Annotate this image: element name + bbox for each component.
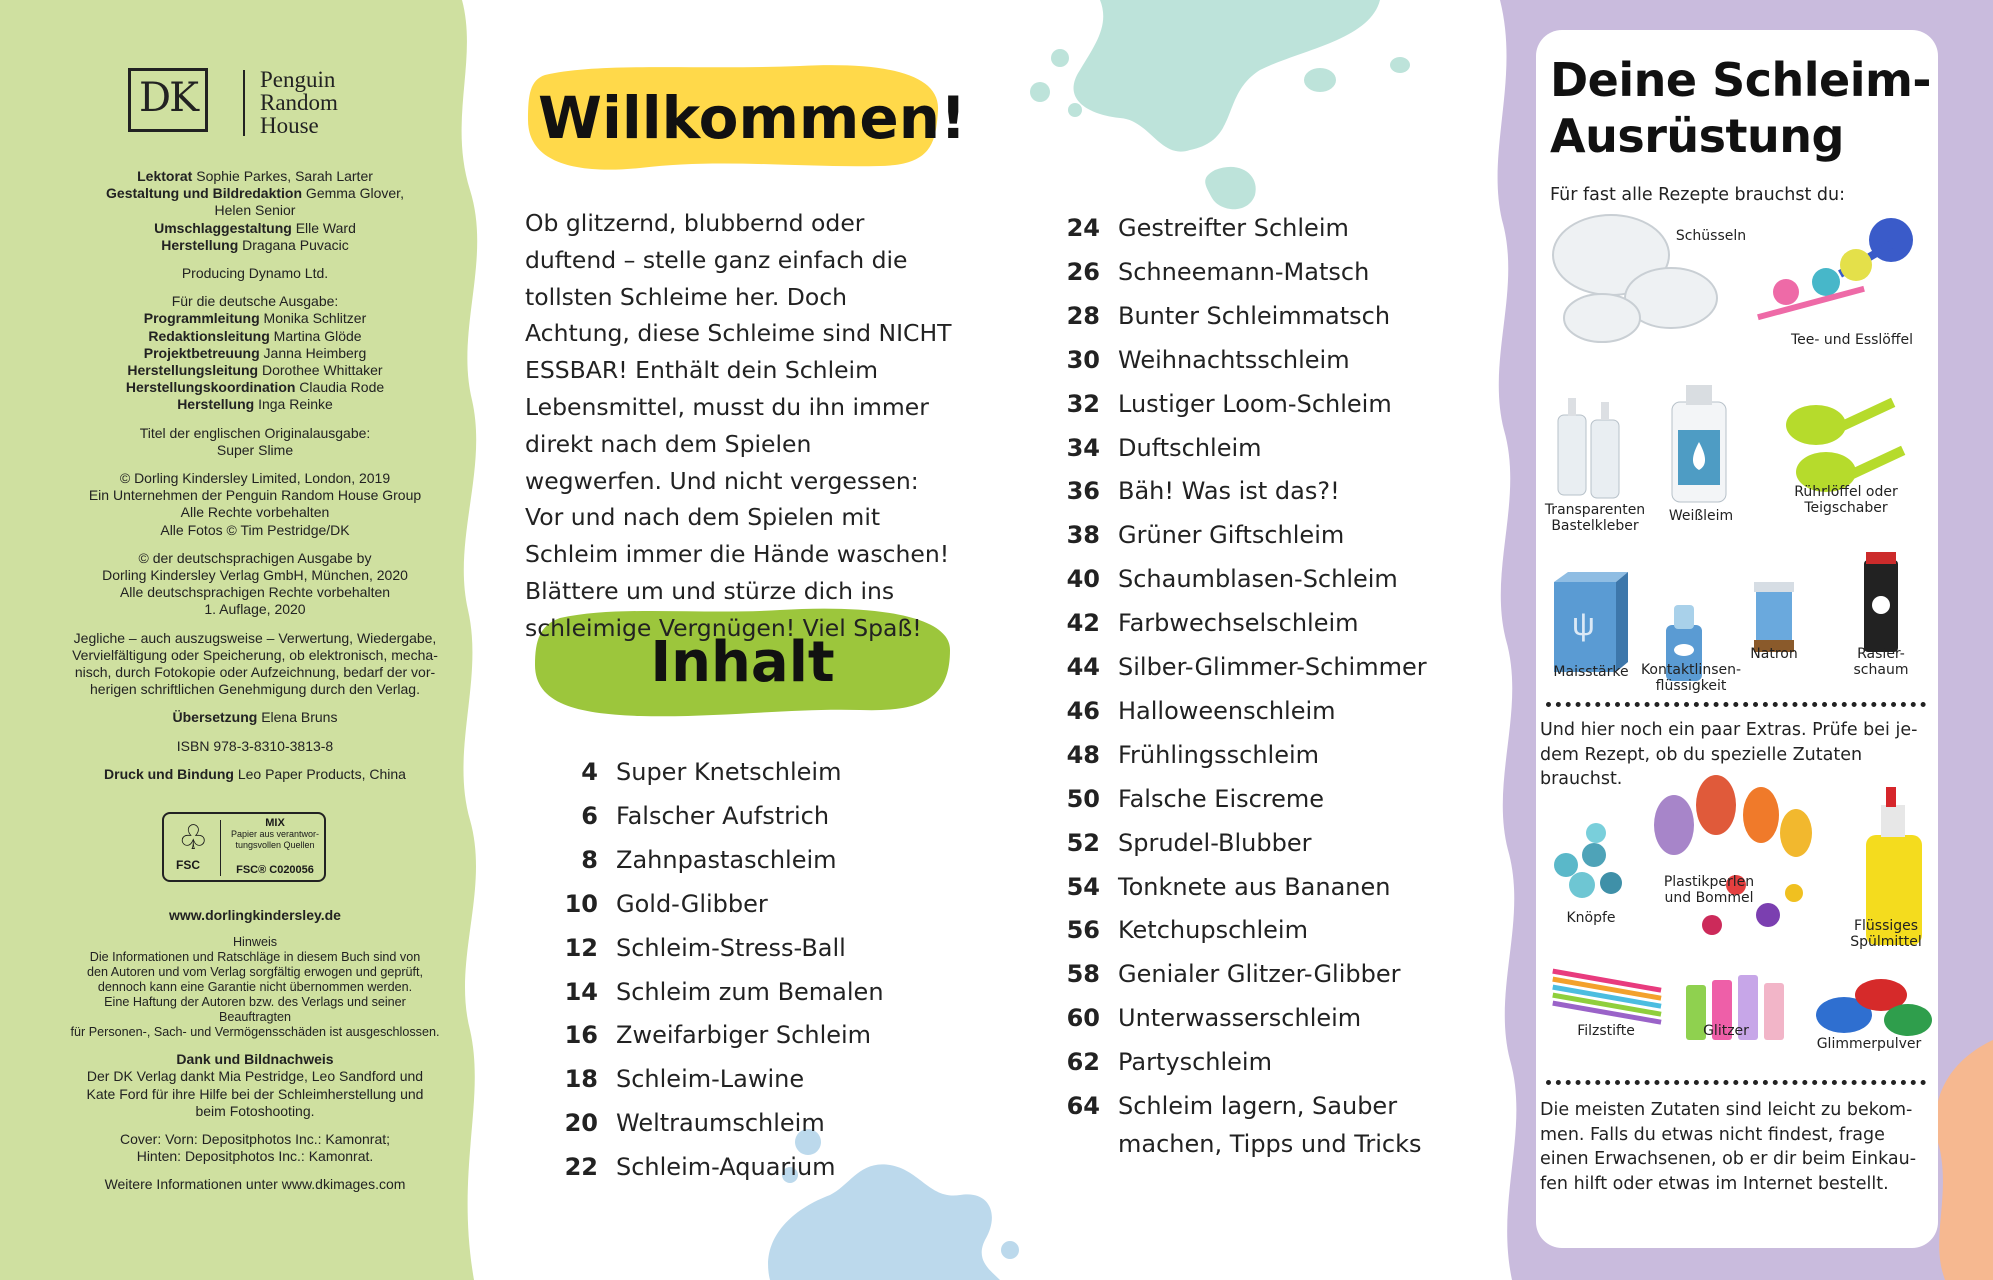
credits-uk: Lektorat Sophie Parkes, Sarah Larter Gestaltung und Bildredaktion Gemma Glover, Helen Senior Umschlaggestaltung Elle Ward Herstellung Dragana Puvacic — [106, 168, 404, 253]
contents-entry-title-cont: machen, Tipps und Tricks — [1118, 1130, 1422, 1158]
contents-entry-title: Unterwasserschleim — [1118, 1004, 1362, 1033]
contents-page-number: 24 — [1066, 214, 1100, 242]
label-glue: Transparenten Bastelkleber — [1544, 502, 1646, 534]
label-spoons: Tee- und Esslöffel — [1790, 332, 1914, 348]
contents-entry-title: Sprudel-Blubber — [1118, 828, 1312, 857]
contents-page-number: 56 — [1066, 916, 1100, 945]
equipment-intro: Für fast alle Rezepte brauchst du: — [1550, 185, 1846, 205]
contents-page-number: 12 — [564, 933, 598, 962]
contents-entry-title: Schaumblasen-Schleim — [1118, 565, 1398, 594]
spatula-icon — [1786, 405, 1846, 445]
divider-2 — [1546, 1080, 1926, 1085]
label-contact-fluid: Kontaktlinsen- flüssigkeit — [1640, 662, 1742, 694]
label-felt-pens: Filzstifte — [1577, 1023, 1635, 1039]
equipment-card — [1536, 30, 1938, 1248]
extras-intro: Und hier noch ein paar Extras. Prüfe bei je- dem Rezept, ob du spezielle Zutaten brauchst. — [1540, 720, 1918, 789]
contents-entry-title: Schleim-Stress-Ball — [616, 933, 846, 962]
contents-page-number: 52 — [1066, 828, 1100, 857]
contents-page-number: 48 — [1066, 740, 1100, 769]
contents-page-number: 50 — [1066, 784, 1100, 813]
beads-icon — [1654, 795, 1694, 855]
contents-entry-title: Genialer Glitzer-Glibber — [1118, 960, 1401, 989]
contents-page-number: 4 — [581, 758, 598, 786]
contents-page-number: 40 — [1066, 565, 1100, 594]
basic-equipment-photos — [1536, 210, 1938, 710]
contents-page-number: 14 — [564, 977, 598, 1006]
contents-entry-title: Bunter Schleimmatsch — [1118, 301, 1391, 330]
contents-page-number: 26 — [1066, 257, 1100, 286]
cover-credits: Cover: Vorn: Depositphotos Inc.: Kamonrat; Hinten: Depositphotos Inc.: Kamonrat. — [119, 1131, 391, 1165]
label-baking-soda: Natron — [1750, 646, 1798, 662]
credits-de: Für die deutsche Ausgabe: Programmleitung Monika Schlitzer Redaktionsleitung Martina Glöde Projektbetreuung Janna Heimberg Herstellungsleitung Dorothee Whittaker Herstellungskoordination Claudia Rode Herstellung Inga Reinke — [125, 293, 385, 413]
website-link[interactable]: www.dorlingkindersley.de — [169, 907, 341, 923]
translation: Übersetzung Elena Bruns — [172, 709, 338, 726]
contents-entry-title: Silber-Glimmer-Schimmer — [1118, 653, 1427, 681]
label-glitter: Glitzer — [1703, 1023, 1749, 1039]
contents-page-number: 58 — [1066, 960, 1100, 989]
contents-entry-title: Gold-Glibber — [616, 889, 768, 918]
contents-page-number: 22 — [564, 1153, 598, 1182]
legal-notice: Jegliche – auch auszugsweise – Verwertung, Wiedergabe, Vervielfältigung oder Speicherung, ob elektronisch, mecha- nisch, durch Fotokopie oder Aufzeichnung, bedarf der vor- herigen schriftlichen Genehmigung durch den Verlag. — [72, 629, 438, 698]
fsc-tree-icon: ♧ — [178, 819, 209, 857]
contents-page-number: 38 — [1066, 521, 1100, 550]
contents-page-number: 42 — [1066, 609, 1100, 638]
label-mica-powder: Glimmerpulver — [1816, 1036, 1922, 1052]
contents-entry-title: Zweifarbiger Schleim — [616, 1021, 872, 1050]
contents-page-number: 6 — [581, 801, 598, 830]
copyright-uk: © Dorling Kindersley Limited, London, 2019 Ein Unternehmen der Penguin Random House Group Alle Rechte vorbehalten Alle Fotos © Tim Pestridge/DK — [88, 470, 422, 538]
contents-page-number: 34 — [1066, 433, 1100, 462]
isbn: ISBN 978-3-8310-3813-8 — [176, 737, 334, 754]
penguin-random-house-logo: Penguin Random House — [260, 67, 338, 138]
label-shaving-foam: Rasier- schaum — [1853, 646, 1909, 678]
contents-entry-title: Schleim-Aquarium — [616, 1153, 836, 1182]
equipment-outro: Die meisten Zutaten sind leicht zu bekom- men. Falls du etwas nicht findest, frage einen Erwachsenen, ob er dir beim Einkau- fen hilft oder etwas im Internet bestellt. — [1540, 1100, 1917, 1194]
imprint-lower — [70, 907, 440, 1205]
contents-entry-title: Farbwechselschleim — [1118, 609, 1359, 638]
contents-page-number: 54 — [1066, 872, 1100, 901]
label-dish-soap: Flüssiges Spülmittel — [1850, 918, 1922, 950]
printing: Druck und Bindung Leo Paper Products, China — [104, 765, 406, 782]
fsc-badge: ♧ FSC MIX Papier aus verantwor-tungsvollen Quellen FSC® C020056 — [162, 812, 326, 882]
contents-entry-title: Falsche Eiscreme — [1118, 784, 1325, 813]
contents-page-number: 28 — [1066, 301, 1100, 330]
contents-page-number: 32 — [1066, 389, 1100, 418]
contents-entry-title: Grüner Giftschleim — [1118, 521, 1345, 550]
label-beads: Plastikperlen und Bommel — [1663, 874, 1755, 906]
label-cornstarch: Maisstärke — [1553, 664, 1629, 680]
producer: Producing Dynamo Ltd. — [181, 265, 329, 282]
contents-page-number: 8 — [581, 845, 598, 874]
logo-divider — [243, 70, 245, 136]
contents-entry-title: Lustiger Loom-Schleim — [1118, 389, 1392, 418]
contents-entry-title: Bäh! Was ist das?! — [1118, 477, 1340, 506]
contents-page-number: 62 — [1066, 1048, 1100, 1077]
contents-page-number: 16 — [564, 1021, 598, 1050]
publisher-logo — [128, 68, 388, 140]
welcome-title: Willkommen! — [538, 84, 967, 152]
imprint — [70, 168, 440, 794]
contents-page-number: 60 — [1066, 1004, 1100, 1033]
contents-entry-title: Duftschleim — [1118, 433, 1262, 462]
divider-1 — [1546, 702, 1926, 707]
contents-entry-title: Schleim lagern, Sauber — [1118, 1092, 1398, 1120]
contents-page-number: 20 — [564, 1109, 598, 1138]
contents-entry-title: Tonknete aus Bananen — [1118, 872, 1391, 901]
copyright-de: © der deutschsprachigen Ausgabe by Dorling Kindersley Verlag GmbH, München, 2020 Alle deutschsprachigen Rechte vorbehalten 1. Auflage, 2020 — [102, 549, 408, 618]
contents-entry-title: Schleim zum Bemalen — [616, 977, 884, 1006]
glue-bottle-icon — [1558, 415, 1586, 495]
original-title: Titel der englischen Originalausgabe: Super Slime — [139, 424, 371, 458]
contents-entry-title: Schleim-Lawine — [616, 1065, 805, 1094]
contents-page-number: 64 — [1066, 1092, 1100, 1120]
contents-entry-title: Weihnachtsschleim — [1118, 345, 1350, 374]
contents-entry-title: Zahnpastaschleim — [616, 845, 837, 874]
felt-pens-icon — [1552, 969, 1661, 1025]
equipment-title: Deine Schleim- Ausrüstung — [1550, 53, 1932, 163]
label-spatula: Rührlöffel oder Teigschaber — [1794, 484, 1898, 516]
contents-page-number: 10 — [564, 889, 598, 918]
label-buttons: Knöpfe — [1566, 910, 1616, 926]
contents-entry-title: Halloweenschleim — [1118, 696, 1336, 725]
contents-entry-title: Weltraumschleim — [616, 1109, 825, 1138]
label-white-glue: Weißleim — [1668, 508, 1734, 524]
contents-page-number: 36 — [1066, 477, 1100, 506]
contents-title: Inhalt — [650, 630, 835, 695]
contents-entry-title: Super Knetschleim — [616, 758, 842, 786]
contents-page-number: 30 — [1066, 345, 1100, 374]
contents-entry-title: Frühlingsschleim — [1118, 740, 1320, 769]
more-info: Weitere Informationen unter www.dkimages.com — [104, 1176, 406, 1193]
dk-logo: DK — [128, 68, 208, 132]
contents-entry-title: Schneemann-Matsch — [1118, 257, 1370, 286]
label-bowls: Schüsseln — [1675, 228, 1747, 244]
contents-entry-title: Ketchupschleim — [1118, 916, 1308, 945]
contents-page-number: 46 — [1066, 696, 1100, 725]
welcome-text: Ob glitzernd, blubbernd oder duftend – stelle ganz einfach die tollsten Schleime her. Doch Achtung, diese Schleime sind NICHT ESSBAR! Enthält dein Schleim Lebensmittel, musst du ihn immer direkt nach dem Spielen wegwerfen. Und nicht vergessen: Vor und nach dem Spielen mit Schleim immer die Hände waschen! Blättere um und stürze dich ins schleimige Vergnügen! Viel Spaß! — [525, 209, 952, 642]
thanks: Dank und Bildnachweis Der DK Verlag dankt Mia Pestridge, Leo Sandford und Kate Ford für ihre Hilfe bei der Schleimherstellung und beim Fotoshooting. — [86, 1051, 424, 1119]
contents-page-number: 18 — [564, 1065, 598, 1094]
contents-page-number: 44 — [1066, 653, 1100, 681]
contents-entry-title: Falscher Aufstrich — [616, 801, 830, 830]
contents-entry-title: Gestreifter Schleim — [1118, 214, 1349, 242]
note: Hinweis Die Informationen und Ratschläge in diesem Buch sind von den Autoren und vom Verlag sorgfältig erwogen und geprüft, dennoch kann eine Garantie nicht übernommen werden. Eine Haftung der Autoren bzw. des Verlags und seiner Beauftragten für Personen-, Sach- und Vermögensschäden ist ausgeschlossen. — [70, 935, 440, 1040]
svg-text:ψ: ψ — [1572, 606, 1595, 642]
buttons-icon — [1554, 853, 1578, 877]
contents-entry-title: Partyschleim — [1118, 1048, 1272, 1077]
